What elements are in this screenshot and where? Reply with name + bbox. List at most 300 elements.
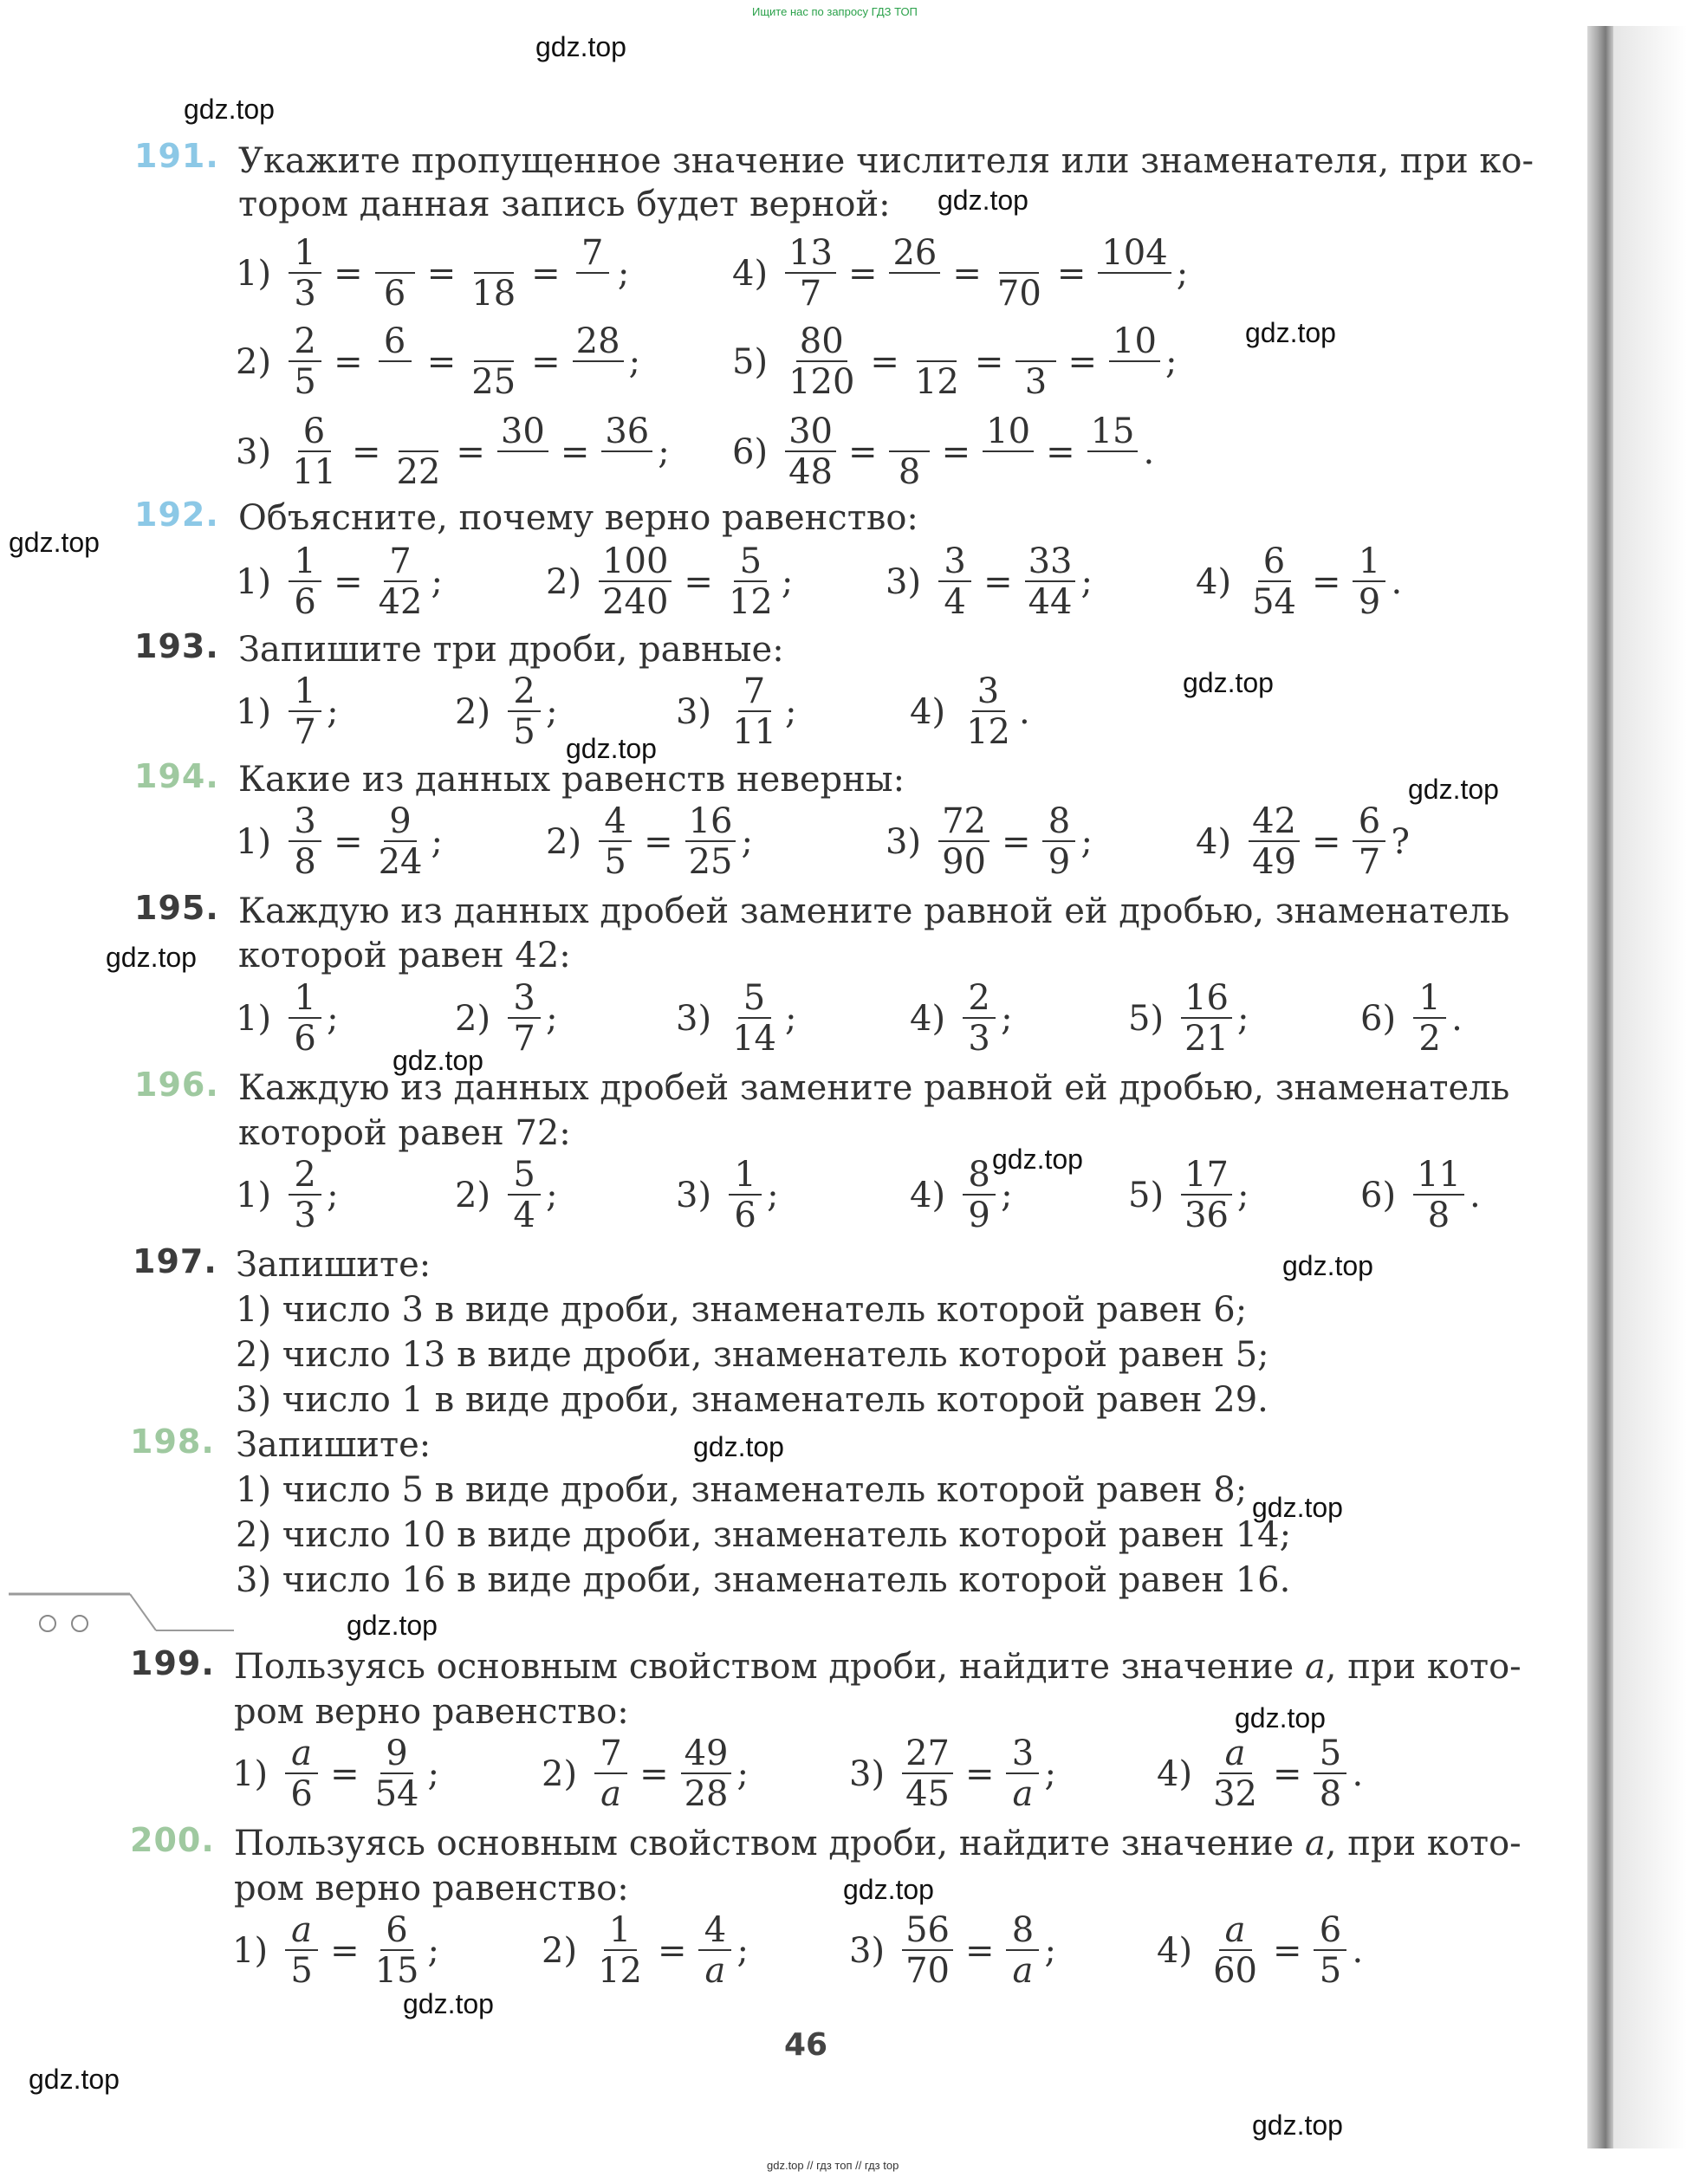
fraction	[1210, 1734, 1261, 1814]
fraction	[729, 979, 780, 1059]
item-label: 4)	[1196, 562, 1232, 602]
numerator: 1	[289, 979, 321, 1019]
punctuation: ;	[767, 1176, 779, 1215]
punctuation: ;	[1044, 1931, 1056, 1971]
fraction	[1006, 1911, 1039, 1991]
problem-number: 192.	[134, 496, 219, 534]
item-label: 3)	[676, 1176, 712, 1215]
punctuation: ;	[1176, 254, 1189, 294]
problem-text-part: Пользуясь основным свойством дроби, найдите значение	[234, 1824, 1305, 1863]
numerator: 16	[1181, 979, 1232, 1019]
fraction	[729, 672, 780, 752]
problem-text: ром верно равенство:	[234, 1869, 629, 1909]
item-label: 3)	[886, 822, 922, 862]
numerator: 7	[738, 672, 771, 712]
fraction	[938, 802, 989, 882]
fraction	[902, 1911, 953, 1991]
fraction	[1015, 322, 1055, 402]
fraction	[1413, 1156, 1464, 1235]
fraction	[1006, 1734, 1039, 1814]
numerator: 9	[384, 802, 417, 842]
fraction	[1353, 802, 1385, 882]
denominator: 12	[598, 1951, 642, 1991]
denominator: 32	[1213, 1774, 1257, 1814]
denominator: 54	[1252, 582, 1296, 622]
punctuation: .	[1451, 999, 1463, 1039]
fraction	[375, 234, 415, 314]
numerator: 2	[289, 322, 321, 362]
punctuation: ;	[617, 254, 630, 294]
variable: a	[1304, 1824, 1326, 1863]
denominator: 49	[1252, 842, 1296, 882]
denominator: 5	[1319, 1951, 1342, 1991]
denominator	[578, 362, 618, 402]
numerator: 2	[289, 1156, 321, 1196]
fraction	[983, 412, 1034, 492]
fraction	[599, 802, 632, 882]
denominator: 42	[378, 582, 423, 622]
numerator: 30	[785, 412, 836, 452]
punctuation: ;	[784, 999, 797, 1039]
equals-sign: =	[964, 1754, 995, 1794]
denominator: a	[1012, 1951, 1034, 1991]
numerator: 1	[289, 672, 321, 712]
equals-sign: =	[644, 822, 673, 862]
fraction	[285, 1734, 318, 1814]
numerator: 1	[729, 1156, 762, 1196]
fraction	[1181, 979, 1232, 1059]
problem-text: тором данная запись будет верной:	[238, 185, 891, 224]
fraction	[938, 542, 971, 622]
fraction	[285, 1911, 318, 1991]
equals-sign: =	[1272, 1754, 1302, 1794]
numerator: 30	[497, 412, 548, 452]
numerator: 1	[604, 1911, 637, 1951]
numerator: 6	[380, 1911, 413, 1951]
numerator: 2	[963, 979, 996, 1019]
item-label: 3)	[236, 432, 272, 472]
item-label: 2)	[542, 1931, 578, 1971]
punctuation: ;	[546, 1176, 558, 1215]
equals-sign: =	[684, 562, 713, 602]
punctuation: ;	[431, 562, 443, 602]
numerator: 3	[508, 979, 541, 1019]
numerator: 3	[289, 802, 321, 842]
fraction	[1249, 802, 1300, 882]
item-label: 5)	[732, 342, 769, 382]
denominator: 22	[396, 452, 441, 492]
numerator: 6	[379, 322, 412, 362]
fraction	[1314, 1734, 1346, 1814]
watermark: gdz.top	[1235, 1702, 1326, 1734]
punctuation: ;	[1080, 562, 1093, 602]
numerator: 10	[1109, 322, 1160, 362]
denominator	[573, 274, 613, 314]
equals-sign: =	[847, 254, 878, 294]
math-item	[236, 802, 443, 882]
denominator: 7	[1358, 842, 1381, 882]
equals-sign: =	[847, 432, 878, 472]
denominator: 6	[290, 1774, 313, 1814]
numerator: 6	[298, 412, 331, 452]
denominator: 12	[728, 582, 773, 622]
numerator: 49	[681, 1734, 732, 1774]
numerator: 72	[938, 802, 989, 842]
math-item	[1196, 802, 1410, 882]
equals-sign: =	[330, 1931, 360, 1971]
equals-sign: =	[426, 342, 457, 382]
fraction	[1210, 1911, 1261, 1991]
numerator: 104	[1098, 234, 1171, 274]
section-ornament	[9, 1585, 234, 1637]
item-label: 1)	[232, 1931, 269, 1971]
numerator: 36	[601, 412, 652, 452]
item-label: 4)	[1157, 1931, 1193, 1971]
watermark: gdz.top	[403, 1988, 494, 2019]
watermark: gdz.top	[843, 1874, 934, 1905]
numerator: a	[285, 1734, 318, 1774]
math-item	[886, 802, 1093, 882]
problem-number: 194.	[134, 757, 219, 795]
fraction	[594, 1734, 627, 1814]
equals-sign: =	[1067, 342, 1098, 382]
denominator: 15	[374, 1951, 419, 1991]
denominator: 8	[1427, 1196, 1450, 1235]
math-item	[236, 412, 670, 492]
math-item	[236, 1156, 339, 1235]
problem-subitem: 2) число 10 в виде дроби, знаменатель которой равен 14;	[236, 1515, 1292, 1555]
watermark: gdz.top	[1252, 1492, 1343, 1523]
watermark: gdz.top	[1252, 2109, 1343, 2141]
item-label: 4)	[910, 1176, 946, 1215]
fraction	[1353, 542, 1385, 622]
problem-text	[234, 1644, 1522, 1689]
problem-number: 191.	[134, 137, 219, 175]
fraction	[508, 672, 541, 752]
numerator: 1	[289, 542, 321, 582]
punctuation: ;	[1236, 999, 1249, 1039]
numerator: a	[285, 1911, 318, 1951]
fraction	[1042, 802, 1075, 882]
problem-subitem: 1) число 5 в виде дроби, знаменатель которой равен 8;	[236, 1470, 1248, 1510]
punctuation: ;	[628, 342, 641, 382]
denominator	[1093, 452, 1132, 492]
watermark: gdz.top	[393, 1045, 483, 1076]
footer-tag: gdz.top // гдз топ // гдз top	[767, 2159, 899, 2172]
problem-text: Запишите:	[236, 1245, 431, 1285]
denominator: 3	[294, 1196, 316, 1235]
equals-sign: =	[1311, 822, 1341, 862]
problem-text: Запишите:	[236, 1425, 431, 1465]
math-item	[1157, 1911, 1363, 1991]
item-label: 6)	[1360, 999, 1397, 1039]
numerator: 26	[889, 234, 940, 274]
denominator: 14	[732, 1019, 776, 1059]
item-label: 2)	[546, 822, 582, 862]
equals-sign: =	[639, 1754, 669, 1794]
punctuation: ;	[427, 1931, 439, 1971]
equals-sign: =	[1001, 822, 1031, 862]
punctuation: ;	[1165, 342, 1178, 382]
denominator: 9	[968, 1196, 990, 1235]
fraction	[289, 542, 321, 622]
fraction	[508, 1156, 541, 1235]
denominator: 6	[734, 1196, 756, 1235]
denominator: 44	[1028, 582, 1073, 622]
fraction	[1087, 412, 1139, 492]
denominator: a	[600, 1774, 621, 1814]
numerator: 56	[902, 1911, 953, 1951]
punctuation: .	[1391, 562, 1403, 602]
fraction	[468, 234, 519, 314]
equals-sign: =	[974, 342, 1004, 382]
punctuation: ;	[327, 692, 339, 732]
problem-text-part: , при кото-	[1325, 1824, 1522, 1863]
equals-sign: =	[657, 1931, 687, 1971]
item-label: 1)	[232, 1754, 269, 1794]
denominator: 7	[799, 274, 822, 314]
math-item	[236, 672, 339, 752]
denominator: 11	[292, 452, 336, 492]
watermark: gdz.top	[1282, 1250, 1373, 1281]
math-item	[236, 979, 339, 1059]
problem-subitem: 1) число 3 в виде дроби, знаменатель которой равен 6;	[236, 1290, 1248, 1330]
fraction	[289, 802, 321, 882]
numerator: 33	[1025, 542, 1076, 582]
numerator: 6	[1314, 1911, 1346, 1951]
problem-text: Каждую из данных дробей замените равной ей дробью, знаменатель	[238, 1068, 1510, 1108]
denominator: 7	[513, 1019, 535, 1059]
math-item	[910, 1156, 1013, 1235]
fraction	[289, 1156, 321, 1235]
numerator: 7	[384, 542, 417, 582]
equals-sign: =	[351, 432, 381, 472]
problem-text: ром верно равенство:	[234, 1692, 629, 1732]
header-tag: Ищите нас по запросу ГДЗ ТОП	[752, 5, 918, 18]
math-item	[236, 542, 443, 622]
equals-sign: =	[964, 1931, 995, 1971]
numerator: 17	[1181, 1156, 1232, 1196]
numerator: 9	[380, 1734, 413, 1774]
denominator	[1114, 274, 1154, 314]
denominator: 5	[294, 362, 316, 402]
item-label: 5)	[1128, 1176, 1165, 1215]
denominator: 8	[1319, 1774, 1342, 1814]
fraction	[508, 979, 541, 1059]
fraction	[375, 322, 415, 402]
punctuation: ;	[736, 1931, 749, 1971]
math-item	[455, 1156, 558, 1235]
punctuation: ;	[736, 1754, 749, 1794]
numerator: 1	[1353, 542, 1385, 582]
punctuation: .	[1018, 692, 1030, 732]
item-label: 1)	[236, 692, 272, 732]
item-label: 1)	[236, 254, 272, 294]
denominator: 25	[688, 842, 733, 882]
math-item	[1128, 1156, 1249, 1235]
item-label: 2)	[455, 692, 491, 732]
fraction	[468, 322, 519, 402]
item-label: 5)	[1128, 999, 1165, 1039]
fraction	[1413, 979, 1446, 1059]
denominator: 12	[966, 712, 1010, 752]
denominator: 25	[471, 362, 516, 402]
item-label: 1)	[236, 822, 272, 862]
fraction	[573, 322, 624, 402]
fraction	[912, 322, 963, 402]
punctuation: ;	[546, 999, 558, 1039]
fraction	[1249, 542, 1300, 622]
punctuation: .	[1352, 1931, 1364, 1971]
equals-sign: =	[560, 432, 590, 472]
numerator: 11	[1413, 1156, 1464, 1196]
equals-sign: =	[330, 1754, 360, 1794]
item-label: 1)	[236, 999, 272, 1039]
fraction	[289, 322, 321, 402]
equals-sign: =	[952, 254, 982, 294]
math-item	[849, 1911, 1056, 1991]
denominator: 60	[1213, 1951, 1257, 1991]
numerator: 28	[573, 322, 624, 362]
fraction	[1314, 1911, 1346, 1991]
denominator: 5	[604, 842, 626, 882]
fraction	[785, 322, 858, 402]
denominator: 7	[294, 712, 316, 752]
numerator	[474, 234, 514, 274]
numerator: 80	[796, 322, 847, 362]
equals-sign: =	[334, 822, 363, 862]
numerator: 7	[576, 234, 609, 274]
numerator: 4	[698, 1911, 731, 1951]
fraction	[698, 1911, 731, 1991]
denominator: a	[1012, 1774, 1034, 1814]
math-item	[910, 979, 1013, 1059]
denominator: 6	[294, 582, 316, 622]
denominator: 36	[1184, 1196, 1229, 1235]
math-item	[546, 542, 793, 622]
numerator	[375, 234, 415, 274]
math-item	[849, 1734, 1056, 1814]
math-item	[1128, 979, 1249, 1059]
page-number: 46	[784, 2027, 828, 2063]
watermark: gdz.top	[693, 1431, 784, 1462]
punctuation: ;	[784, 692, 797, 732]
fraction	[725, 542, 776, 622]
item-label: 4)	[1157, 1754, 1193, 1794]
watermark: gdz.top	[535, 31, 626, 62]
punctuation: ;	[431, 822, 443, 862]
numerator: 3	[972, 672, 1005, 712]
item-label: 6)	[1360, 1176, 1397, 1215]
math-item	[232, 1734, 439, 1814]
numerator: 16	[685, 802, 736, 842]
punctuation: ;	[781, 562, 794, 602]
fraction	[372, 1734, 423, 1814]
punctuation: .	[1352, 1754, 1364, 1794]
denominator: 11	[732, 712, 776, 752]
numerator: 1	[1413, 979, 1446, 1019]
punctuation: .	[1143, 432, 1155, 472]
item-label: 6)	[732, 432, 769, 472]
math-item	[236, 322, 640, 402]
punctuation: ;	[546, 692, 558, 732]
problem-number: 197.	[133, 1242, 217, 1280]
math-item	[1157, 1734, 1363, 1814]
watermark: gdz.top	[29, 2064, 120, 2095]
problem-text-part: , при кото-	[1325, 1647, 1522, 1687]
problem-number: 198.	[130, 1423, 215, 1461]
item-label: 3)	[849, 1931, 886, 1971]
numerator: 15	[1087, 412, 1139, 452]
equals-sign: =	[426, 254, 457, 294]
math-item	[676, 979, 796, 1059]
equals-sign: =	[870, 342, 899, 382]
math-item	[236, 234, 629, 314]
denominator: 5	[290, 1951, 313, 1991]
numerator: 3	[938, 542, 971, 582]
problem-subitem: 3) число 16 в виде дроби, знаменатель которой равен 16.	[236, 1560, 1291, 1600]
watermark: gdz.top	[566, 733, 657, 764]
math-item	[546, 802, 753, 882]
denominator: 2	[1418, 1019, 1441, 1059]
problem-text-part: Пользуясь основным свойством дроби, найдите значение	[234, 1647, 1305, 1687]
equals-sign: =	[334, 562, 363, 602]
fraction	[1181, 1156, 1232, 1235]
equals-sign: =	[941, 432, 971, 472]
item-label: 2)	[236, 342, 272, 382]
denominator: 12	[914, 362, 959, 402]
fraction	[573, 234, 613, 314]
denominator: a	[704, 1951, 726, 1991]
denominator: 48	[788, 452, 833, 492]
fraction	[497, 412, 548, 492]
numerator: 1	[289, 234, 321, 274]
denominator: 6	[383, 274, 406, 314]
watermark: gdz.top	[1408, 774, 1499, 805]
numerator: 2	[508, 672, 541, 712]
watermark: gdz.top	[1183, 667, 1274, 698]
numerator: 27	[902, 1734, 953, 1774]
denominator: 45	[905, 1774, 950, 1814]
numerator	[999, 234, 1039, 274]
fraction	[1025, 542, 1076, 622]
numerator: 8	[1006, 1911, 1039, 1951]
numerator: 5	[734, 542, 767, 582]
math-item	[232, 1911, 439, 1991]
punctuation: ;	[741, 822, 753, 862]
fraction	[785, 234, 836, 314]
denominator: 54	[374, 1774, 419, 1814]
fraction	[289, 234, 321, 314]
numerator	[1015, 322, 1055, 362]
punctuation: ;	[1044, 1754, 1056, 1794]
numerator	[399, 412, 438, 452]
fraction	[785, 412, 836, 492]
equals-sign: =	[1272, 1931, 1302, 1971]
watermark: gdz.top	[184, 94, 275, 125]
numerator: 8	[963, 1156, 996, 1196]
item-label: 4)	[1196, 822, 1232, 862]
item-label: 4)	[910, 999, 946, 1039]
fraction	[393, 412, 444, 492]
punctuation: ;	[1080, 822, 1093, 862]
denominator: 120	[788, 362, 855, 402]
item-label: 3)	[886, 562, 922, 602]
fraction	[289, 412, 340, 492]
denominator	[989, 452, 1028, 492]
punctuation: ;	[327, 1176, 339, 1215]
numerator: 5	[508, 1156, 541, 1196]
